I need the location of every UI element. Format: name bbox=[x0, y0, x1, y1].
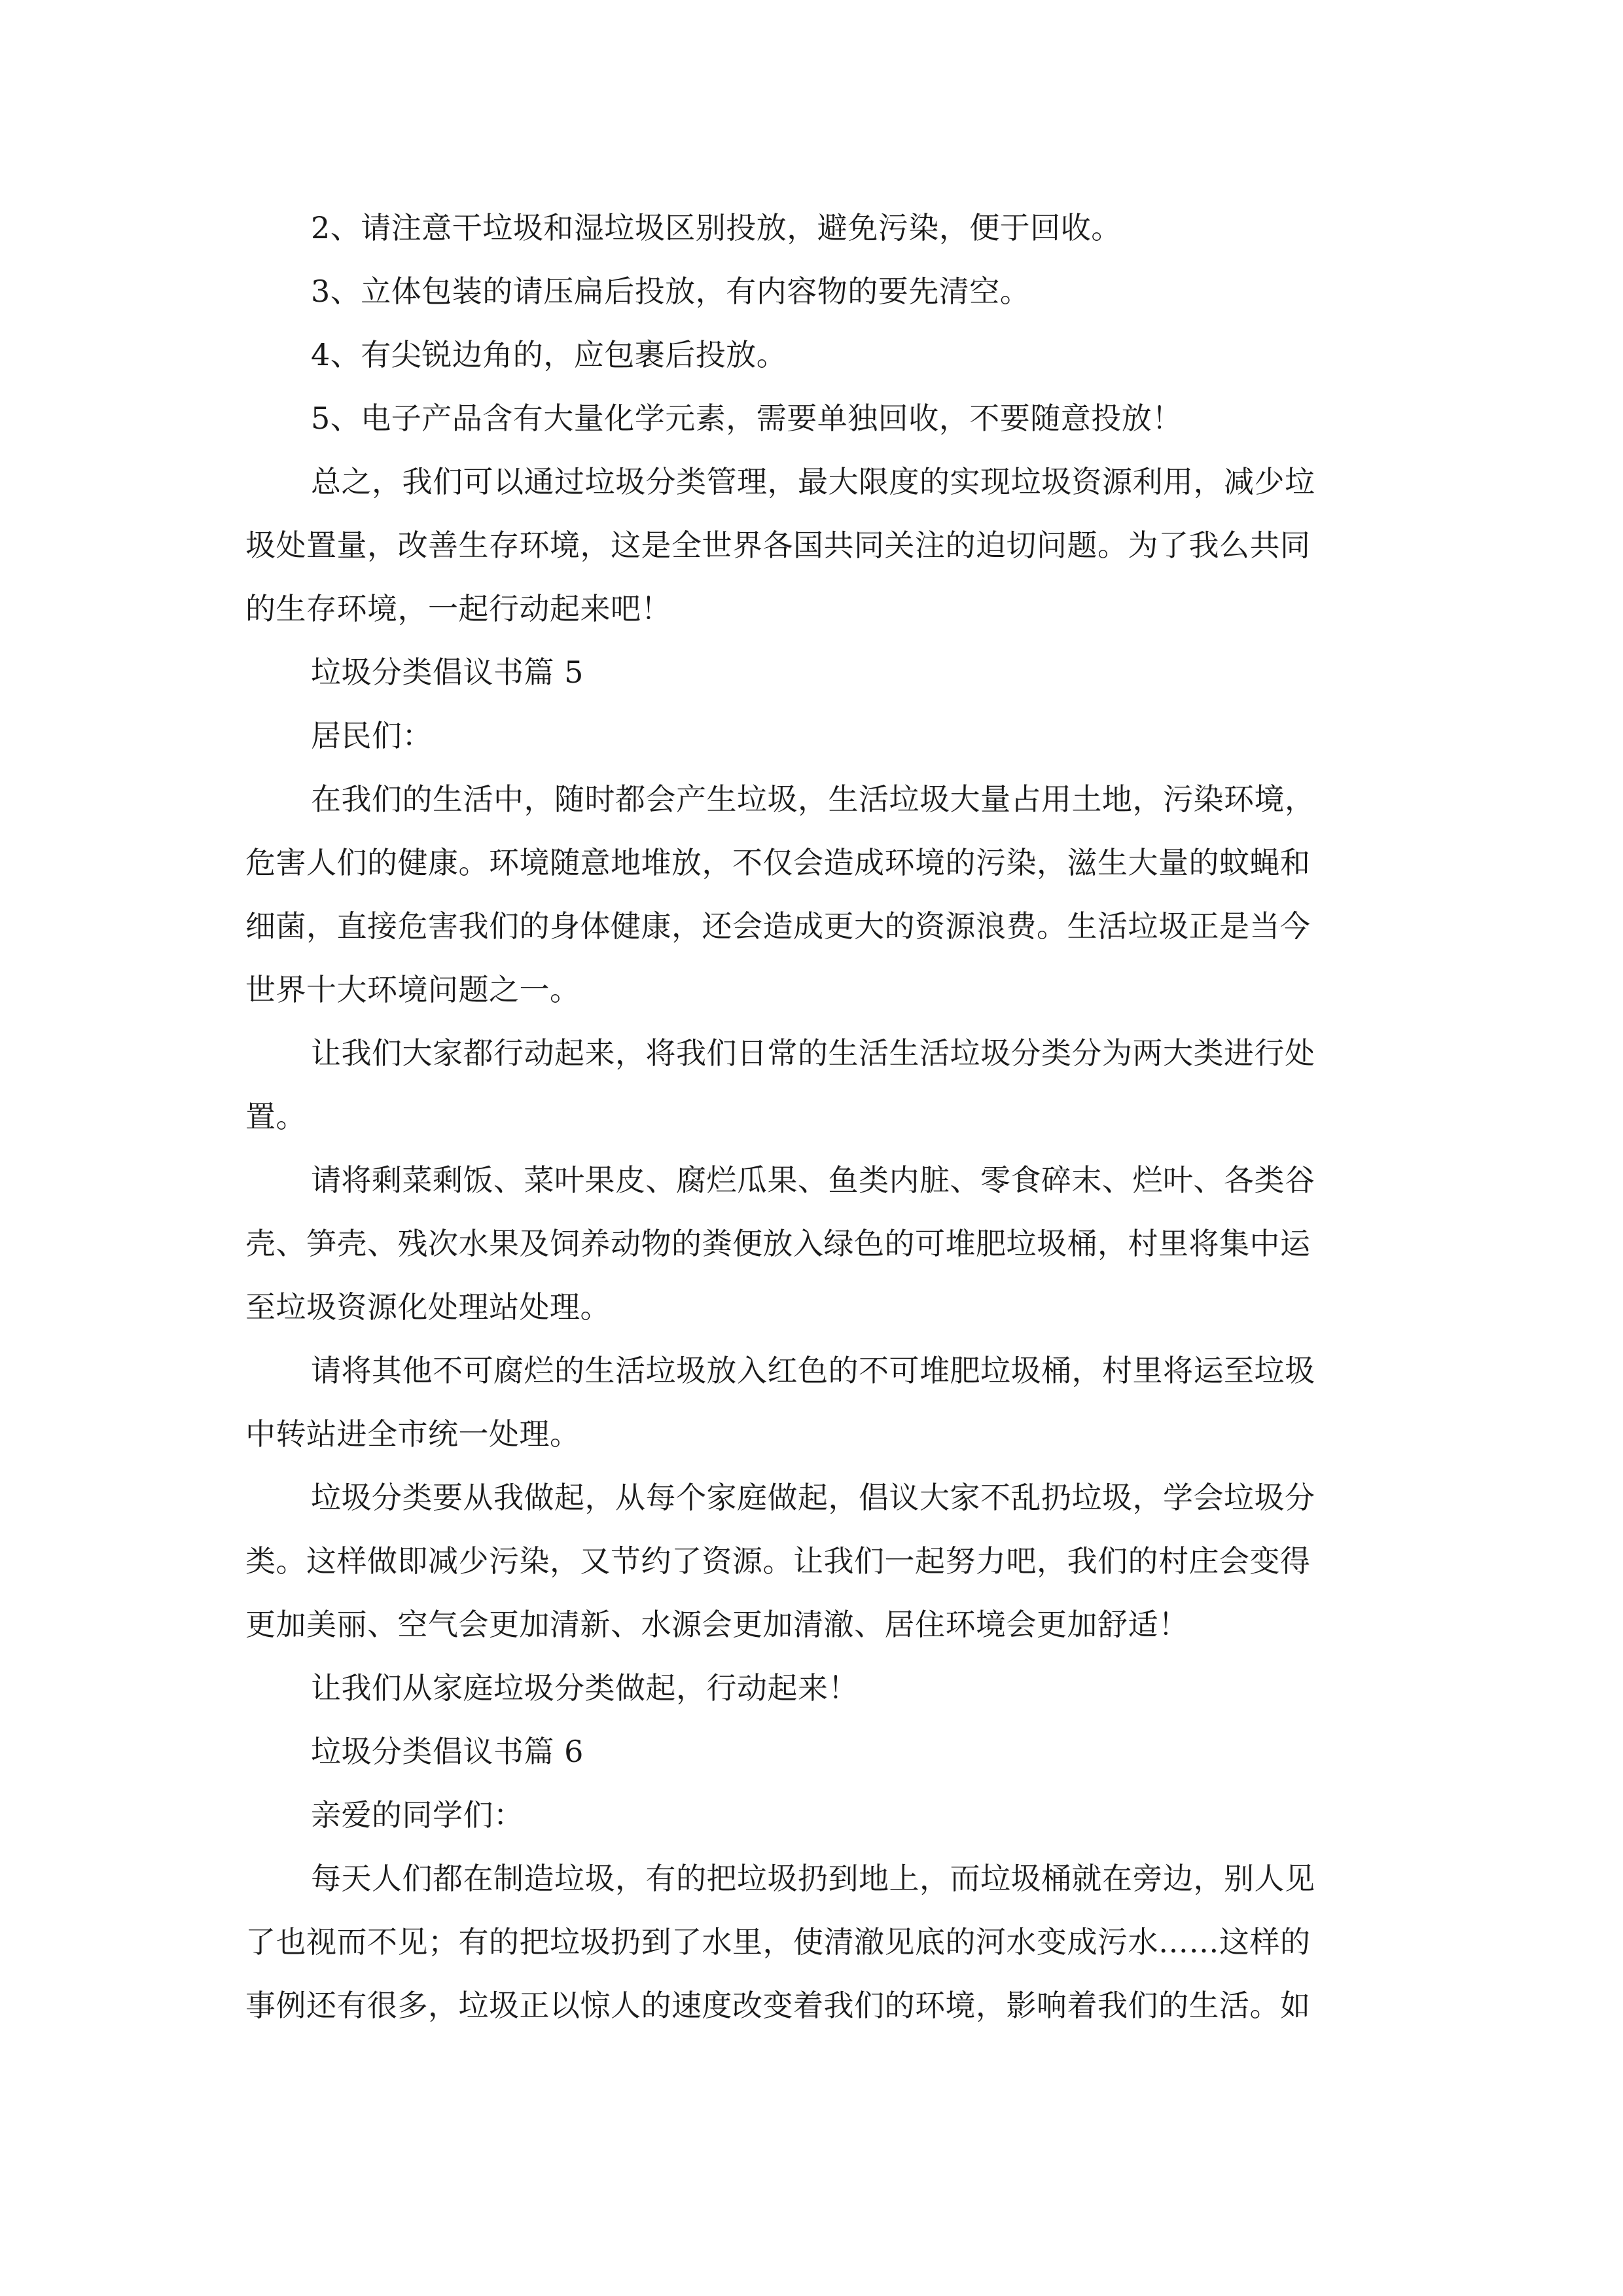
paragraph-p5-3 bbox=[245, 1149, 1378, 1339]
paragraph-first-line: 3、立体包装的请压扁后投放，有内容物的要先清空。 bbox=[311, 274, 1031, 309]
paragraph-first-line: 居民们： bbox=[311, 718, 433, 753]
paragraph-first-line: 让我们从家庭垃圾分类做起，行动起来！ bbox=[311, 1670, 859, 1706]
paragraph-line: 细菌，直接危害我们的身体健康，还会造成更大的资源浪费。生活垃圾正是当今 bbox=[245, 908, 1311, 944]
paragraph-conclusion bbox=[245, 450, 1378, 641]
paragraph-item-3 bbox=[245, 260, 1378, 323]
paragraph-first-line: 总之，我们可以通过垃圾分类管理，最大限度的实现垃圾资源利用，减少垃 bbox=[311, 464, 1315, 499]
paragraph-line: 圾处置量，改善生存环境，这是全世界各国共同关注的迫切问题。为了我么共同 bbox=[245, 528, 1311, 563]
paragraph-item-4 bbox=[245, 323, 1378, 387]
paragraph-line: 中转站进全市统一处理。 bbox=[245, 1416, 580, 1452]
paragraph-item-5 bbox=[245, 387, 1378, 450]
paragraph-line: 置。 bbox=[245, 1099, 306, 1134]
paragraph-heading-6 bbox=[245, 1720, 1378, 1784]
paragraph-item-2 bbox=[245, 196, 1378, 260]
paragraph-p5-2 bbox=[245, 1022, 1378, 1149]
paragraph-first-line: 5、电子产品含有大量化学元素，需要单独回收，不要随意投放！ bbox=[311, 401, 1183, 436]
paragraph-first-line: 在我们的生活中，随时都会产生垃圾，生活垃圾大量占用土地，污染环境， bbox=[311, 781, 1315, 817]
paragraph-line: 事例还有很多，垃圾正以惊人的速度改变着我们的环境，影响着我们的生活。如 bbox=[245, 1988, 1311, 2023]
paragraph-salutation-5 bbox=[245, 704, 1378, 768]
paragraph-line: 壳、笋壳、残次水果及饲养动物的粪便放入绿色的可堆肥垃圾桶，村里将集中运 bbox=[245, 1226, 1311, 1261]
paragraph-line: 至垃圾资源化处理站处理。 bbox=[245, 1289, 611, 1325]
paragraph-first-line: 每天人们都在制造垃圾，有的把垃圾扔到地上，而垃圾桶就在旁边，别人见 bbox=[311, 1861, 1315, 1896]
paragraph-first-line: 亲爱的同学们： bbox=[311, 1797, 524, 1833]
paragraph-first-line: 垃圾分类倡议书篇 6 bbox=[311, 1734, 584, 1769]
paragraph-p5-4 bbox=[245, 1339, 1378, 1466]
paragraph-first-line: 垃圾分类倡议书篇 5 bbox=[311, 655, 584, 690]
paragraph-line: 了也视而不见；有的把垃圾扔到了水里，使清澈见底的河水变成污水……这样的 bbox=[245, 1924, 1311, 1960]
paragraph-p6-1 bbox=[245, 1847, 1378, 2037]
paragraph-line: 世界十大环境问题之一。 bbox=[245, 972, 580, 1007]
paragraph-heading-5 bbox=[245, 641, 1378, 704]
paragraph-first-line: 4、有尖锐边角的，应包裹后投放。 bbox=[311, 337, 787, 372]
paragraph-first-line: 2、请注意干垃圾和湿垃圾区别投放，避免污染，便于回收。 bbox=[311, 210, 1122, 245]
paragraph-p5-6 bbox=[245, 1657, 1378, 1720]
paragraph-p5-1 bbox=[245, 768, 1378, 1022]
paragraph-p5-5 bbox=[245, 1466, 1378, 1657]
document-body bbox=[245, 196, 1378, 2037]
paragraph-first-line: 垃圾分类要从我做起，从每个家庭做起，倡议大家不乱扔垃圾，学会垃圾分 bbox=[311, 1480, 1315, 1515]
paragraph-first-line: 让我们大家都行动起来，将我们日常的生活生活垃圾分类分为两大类进行处 bbox=[311, 1035, 1315, 1071]
paragraph-line: 危害人们的健康。环境随意地堆放，不仅会造成环境的污染，滋生大量的蚊蝇和 bbox=[245, 845, 1311, 880]
paragraph-line: 更加美丽、空气会更加清新、水源会更加清澈、居住环境会更加舒适！ bbox=[245, 1607, 1189, 1642]
paragraph-first-line: 请将其他不可腐烂的生活垃圾放入红色的不可堆肥垃圾桶，村里将运至垃圾 bbox=[311, 1353, 1315, 1388]
paragraph-first-line: 请将剩菜剩饭、菜叶果皮、腐烂瓜果、鱼类内脏、零食碎末、烂叶、各类谷 bbox=[311, 1162, 1315, 1198]
paragraph-line: 的生存环境，一起行动起来吧！ bbox=[245, 591, 671, 626]
paragraph-line: 类。这样做即减少污染，又节约了资源。让我们一起努力吧，我们的村庄会变得 bbox=[245, 1543, 1311, 1579]
paragraph-salutation-6 bbox=[245, 1784, 1378, 1847]
